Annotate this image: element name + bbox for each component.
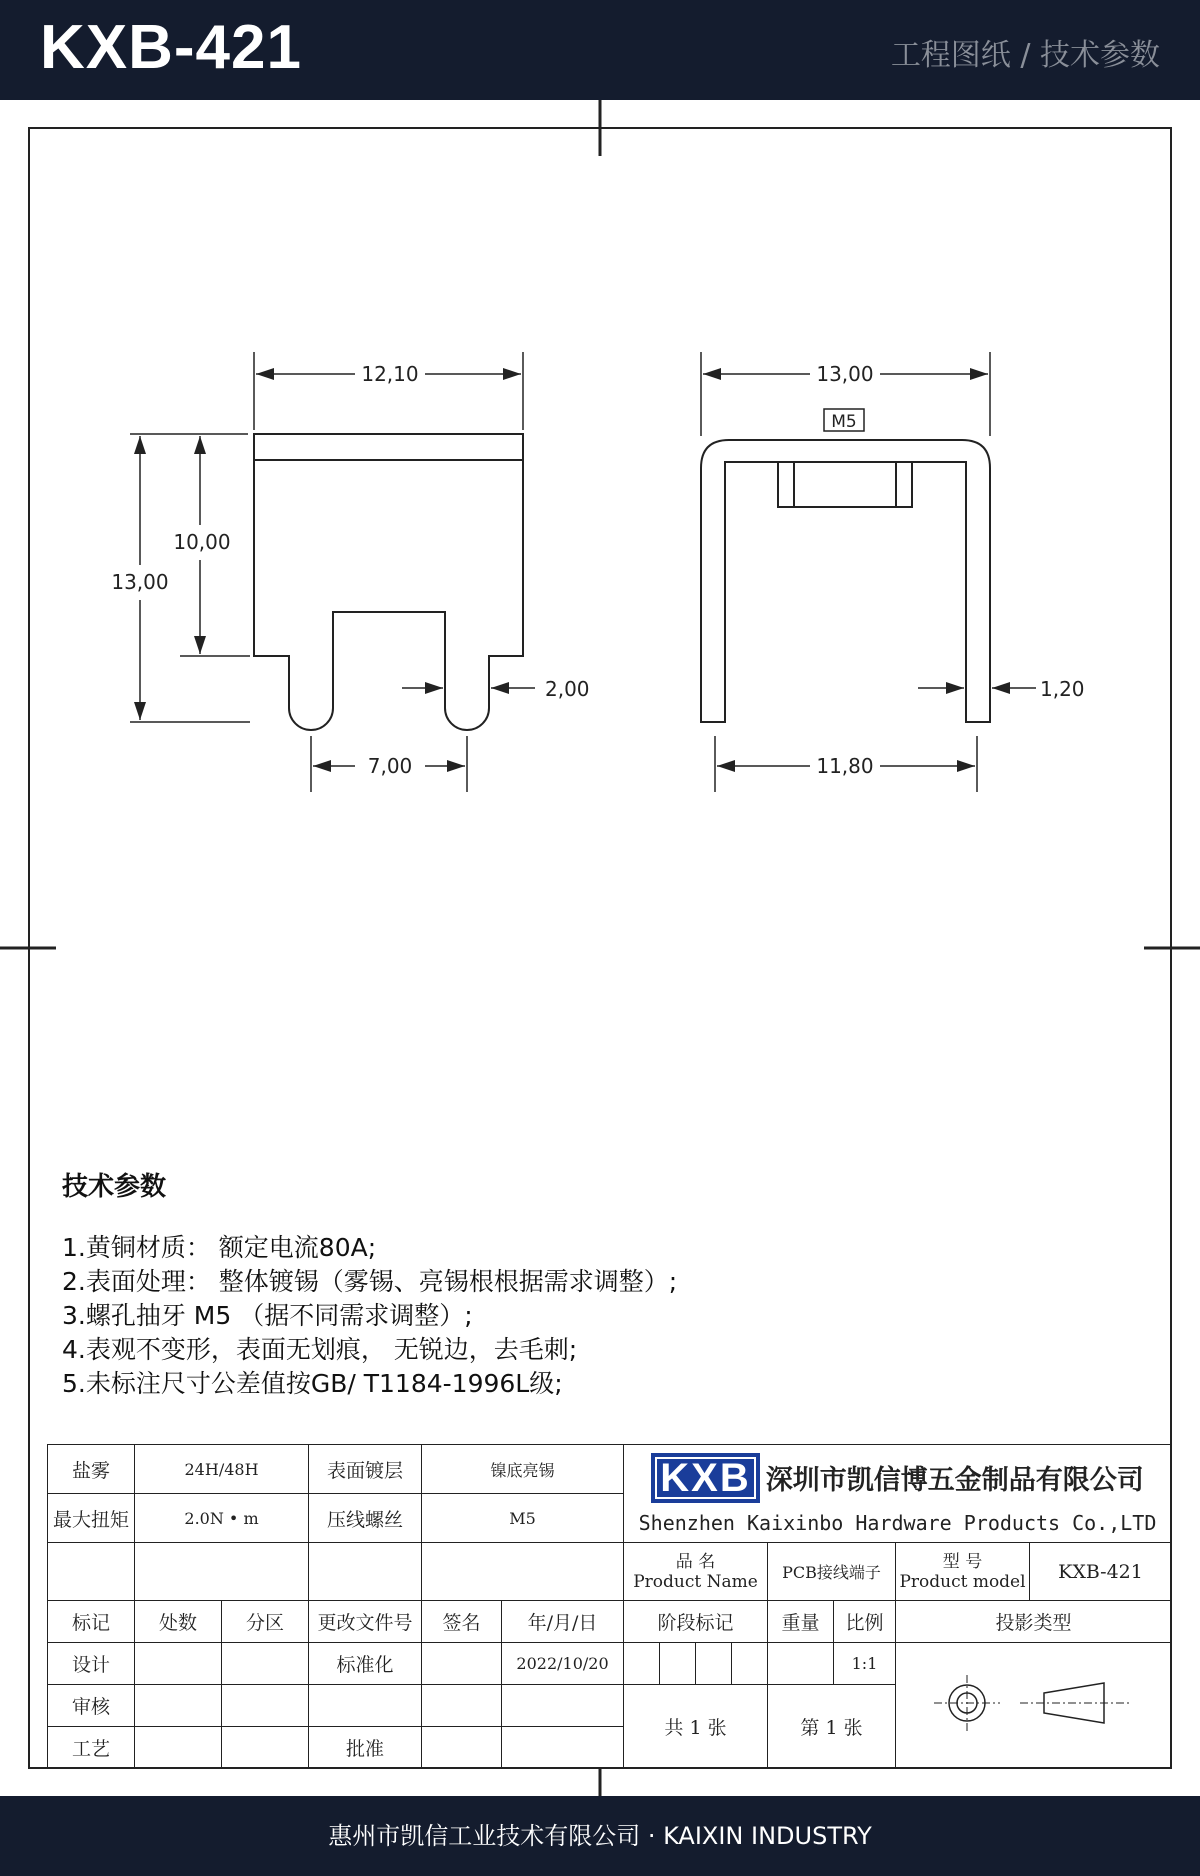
side-view-outline <box>701 440 990 722</box>
first-angle-projection-icon <box>934 1663 1134 1743</box>
empty-cell <box>135 1543 309 1601</box>
total-sheets: 共 1 张 <box>624 1685 768 1769</box>
salt-label: 盐雾 <box>48 1445 135 1494</box>
stage-box <box>660 1643 696 1685</box>
torque-value: 2.0N • m <box>135 1494 309 1543</box>
product-name-label <box>624 1543 768 1601</box>
col-zone: 分区 <box>222 1601 309 1643</box>
company-name-en: Shenzhen Kaixinbo Hardware Products Co.,LTD <box>638 1510 1157 1535</box>
tech-param-item: 1.黄铜材质： 额定电流80A; <box>62 1233 377 1262</box>
stage-box <box>696 1643 732 1685</box>
col-change-doc: 更改文件号 <box>309 1601 422 1643</box>
col-scale: 比例 <box>834 1601 896 1643</box>
front-view-outline <box>254 434 523 730</box>
title-block-left <box>47 1444 624 1769</box>
tech-params-title: 技术参数 <box>62 1172 167 1202</box>
stage-box <box>624 1643 660 1685</box>
product-name-en: Product Name <box>633 1571 758 1592</box>
dim-side-thickness: 1,20 <box>1040 677 1085 701</box>
front-view <box>130 352 535 792</box>
thread-label: M5 <box>831 412 857 432</box>
dim-side-inner: 11,80 <box>816 754 874 778</box>
tech-param-item: 5.未标注尺寸公差值按GB/ T1184-1996L级; <box>62 1369 563 1398</box>
projection-cell <box>896 1643 1172 1769</box>
tech-params <box>62 1166 1142 1401</box>
company-name-cn: 深圳市凯信博五金制品有限公司 <box>765 1465 1144 1496</box>
side-view-nut <box>778 462 912 507</box>
tech-param-item: 4.表观不变形，表面无划痕， 无锐边，去毛刺; <box>62 1335 578 1364</box>
torque-label: 最大扭矩 <box>48 1494 135 1543</box>
sheet-no: 第 1 张 <box>768 1685 896 1769</box>
empty-cell <box>422 1643 502 1685</box>
company-logo: KXB <box>651 1453 759 1503</box>
product-name-cn: 品 名 <box>675 1551 716 1572</box>
plating-label: 表面镀层 <box>309 1445 422 1494</box>
dim-front-slot: 7,00 <box>367 754 413 778</box>
scale-value: 1:1 <box>834 1643 896 1685</box>
product-model-cn: 型 号 <box>942 1551 983 1572</box>
col-stage: 阶段标记 <box>624 1601 768 1643</box>
product-model-value: KXB-421 <box>1030 1543 1172 1601</box>
weight-value <box>768 1643 834 1685</box>
page-footer: 惠州市凯信工业技术有限公司 · KAIXIN INDUSTRY <box>0 1796 1200 1876</box>
empty-cell <box>135 1643 222 1685</box>
process-label: 工艺 <box>48 1727 135 1769</box>
title-block-right <box>623 1444 1172 1769</box>
tech-params-list <box>62 1231 1142 1401</box>
col-count: 处数 <box>135 1601 222 1643</box>
empty-cell <box>422 1727 502 1769</box>
screw-label: 压线螺丝 <box>309 1494 422 1543</box>
dim-front-width: 12,10 <box>361 362 419 386</box>
dim-side-top: 13,00 <box>816 362 874 386</box>
col-mark: 标记 <box>48 1601 135 1643</box>
tech-param-item: 3.螺孔抽牙 M5 （据不同需求调整）; <box>62 1301 473 1330</box>
col-sign: 签名 <box>422 1601 502 1643</box>
standard-label: 标准化 <box>309 1643 422 1685</box>
dim-front-height-upper: 10,00 <box>173 530 231 554</box>
product-model-label <box>896 1543 1030 1601</box>
salt-value: 24H/48H <box>135 1445 309 1494</box>
product-name-value: PCB接线端子 <box>768 1543 896 1601</box>
drawing-sheet <box>0 100 1200 1796</box>
tech-param-item: 2.表面处理： 整体镀锡（雾锡、亮锡根根据需求调整）; <box>62 1267 678 1296</box>
empty-cell <box>422 1543 624 1601</box>
col-projection: 投影类型 <box>896 1601 1172 1643</box>
header-model: KXB-421 <box>40 13 302 82</box>
col-weight: 重量 <box>768 1601 834 1643</box>
empty-cell <box>135 1685 222 1727</box>
empty-cell <box>48 1543 135 1601</box>
product-model-en: Product model <box>899 1571 1026 1592</box>
empty-cell <box>309 1685 422 1727</box>
empty-cell <box>222 1643 309 1685</box>
col-date: 年/月/日 <box>502 1601 624 1643</box>
empty-cell <box>502 1727 624 1769</box>
plating-value: 镍底亮锡 <box>422 1445 624 1494</box>
design-label: 设计 <box>48 1643 135 1685</box>
dim-front-height-total: 13,00 <box>111 570 169 594</box>
approve-label: 批准 <box>309 1727 422 1769</box>
empty-cell <box>309 1543 422 1601</box>
screw-value: M5 <box>422 1494 624 1543</box>
side-view <box>701 352 1036 792</box>
company-cell <box>624 1445 1172 1543</box>
empty-cell <box>135 1727 222 1769</box>
empty-cell <box>222 1727 309 1769</box>
stage-box <box>732 1643 768 1685</box>
empty-cell <box>222 1685 309 1727</box>
review-label: 审核 <box>48 1685 135 1727</box>
empty-cell <box>422 1685 502 1727</box>
header-subtitle: 工程图纸 / 技术参数 <box>890 38 1160 73</box>
page-header <box>0 0 1200 100</box>
date-value: 2022/10/20 <box>502 1643 624 1685</box>
dim-front-leg: 2,00 <box>545 677 590 701</box>
empty-cell <box>502 1685 624 1727</box>
